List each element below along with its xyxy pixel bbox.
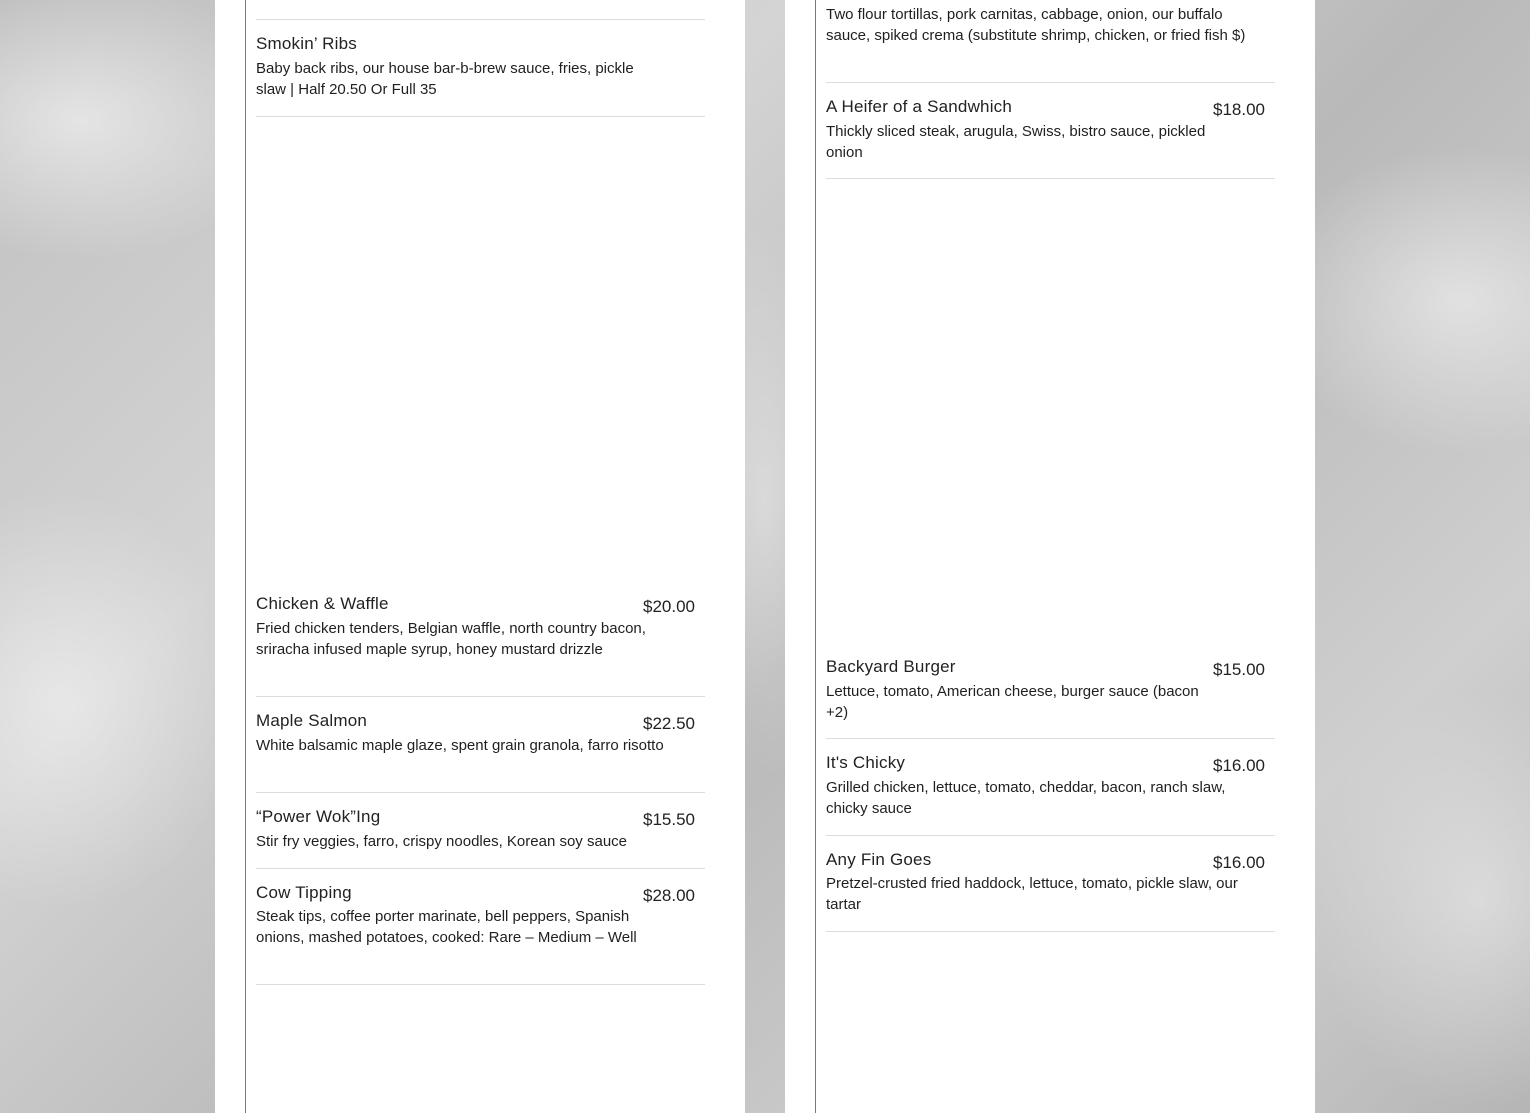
menu-item-name: “Power Wok”Ing (256, 807, 381, 826)
menu-item-description: Pretzel-crusted fried haddock, lettuce, tomato, pickle slaw, our tartar (826, 875, 1238, 913)
menu-item-description: Stir fry veggies, farro, crispy noodles, Korean soy sauce (256, 833, 628, 850)
menu-item (826, 836, 1275, 932)
menu-item (826, 0, 1275, 83)
menu-item (256, 869, 705, 985)
menu-item (256, 20, 705, 117)
menu-item (256, 697, 705, 793)
menu-item (256, 580, 705, 697)
menu-item-description: Two flour tortillas, pork carnitas, cabbage, onion, our buffalo sauce, spiked crema (substitute shrimp, chicken, or fried fish $) (826, 6, 1246, 44)
menu-item (256, 793, 705, 869)
menu-item-description: Thickly sliced steak, arugula, Swiss, bistro sauce, pickled onion (826, 123, 1206, 161)
menu-item-name: Any Fin Goes (826, 850, 932, 869)
menu-panel-right (785, 0, 1315, 1113)
menu-item-name: A Heifer of a Sandwhich (826, 97, 1013, 116)
menu-item (826, 739, 1275, 836)
menu-item-name: Smokin’ Ribs (256, 34, 357, 53)
menu-item-price: $18.00 (1213, 100, 1265, 119)
menu-item-name: Cow Tipping (256, 883, 352, 902)
menu-item-name: Backyard Burger (826, 657, 956, 676)
panel-border (815, 0, 816, 1113)
menu-item-description: Baby back ribs, our house bar-b-brew sauce, fries, pickle slaw | Half 20.50 Or Full 35 (256, 60, 634, 98)
menu-item-price: $16.00 (1213, 853, 1265, 872)
menu-item-price: $28.00 (643, 886, 695, 905)
menu-item-price: $15.50 (643, 810, 695, 829)
menu-item-name: It's Chicky (826, 753, 906, 772)
menu-item-description: Grilled chicken, lettuce, tomato, cheddar, bacon, ranch slaw, chicky sauce (826, 779, 1226, 817)
menu-item-price: $20.00 (643, 597, 695, 616)
panel-border (245, 0, 246, 1113)
menu-item-price: $22.50 (643, 714, 695, 733)
menu-item-price: $16.00 (1213, 756, 1265, 775)
menu-item-name: Maple Salmon (256, 711, 368, 730)
menu-item-name: Chicken & Waffle (256, 594, 389, 613)
menu-item-description: Steak tips, coffee porter marinate, bell peppers, Spanish onions, mashed potatoes, cooked: Rare – Medium – Well (256, 908, 637, 946)
menu-item (826, 83, 1275, 179)
menu-item-description: Fried chicken tenders, Belgian waffle, north country bacon, sriracha infused maple syrup, honey mustard drizzle (256, 620, 646, 658)
menu-item-description: White balsamic maple glaze, spent grain granola, farro risotto (256, 737, 664, 754)
menu-item-price: $15.00 (1213, 660, 1265, 679)
menu-item (826, 643, 1275, 739)
menu-panel-left (215, 0, 745, 1113)
menu-item-description: Lettuce, tomato, American cheese, burger sauce (bacon +2) (826, 683, 1199, 721)
menu-item-partial (256, 0, 705, 20)
